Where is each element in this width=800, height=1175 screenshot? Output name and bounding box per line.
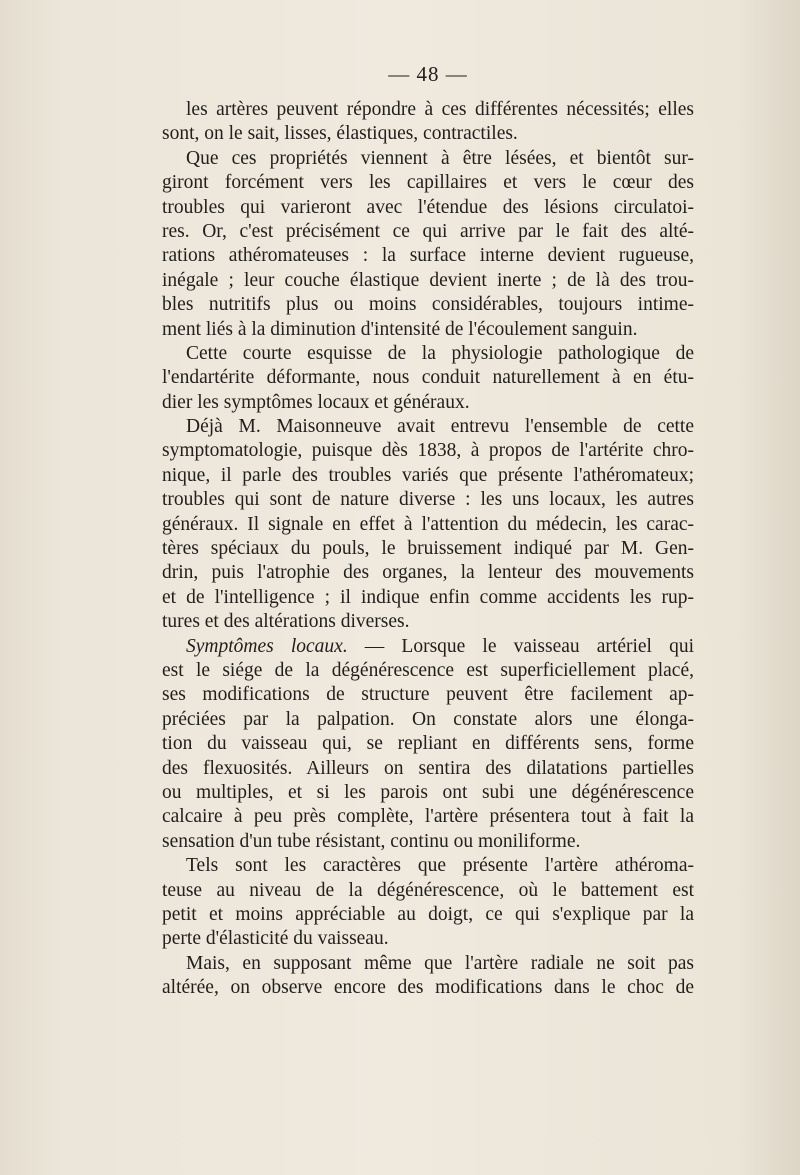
text-line: res. Or, c'est précisément ce qui arrive par le fait des alté- — [162, 220, 694, 242]
paragraph — [162, 147, 694, 342]
paragraph — [162, 98, 694, 147]
text-line: les artères peuvent répondre à ces différentes nécessités; elles — [186, 99, 694, 120]
text-line: et de l'intelligence ; il indique enfin comme accidents les rup- — [162, 586, 694, 608]
text-line: est le siége de la dégénérescence est superficiellement placé, — [162, 659, 694, 681]
text-line: nique, il parle des troubles variés que présente l'athéromateux; — [162, 464, 694, 486]
text-line: sensation d'un tube résistant, continu ou moniliforme. — [162, 830, 581, 852]
text-line: Que ces propriétés viennent à être lésées, et bientôt sur- — [186, 147, 694, 169]
text-line: perte d'élasticité du vaisseau. — [162, 928, 389, 950]
text-line: généraux. Il signale en effet à l'attention du médecin, les carac- — [162, 513, 694, 535]
text-line: des flexuosités. Ailleurs on sentira des dilatations partielles — [162, 757, 694, 779]
text-line: troubles qui sont de nature diverse : les uns locaux, les autres — [162, 489, 694, 511]
text-line: altérée, on observe encore des modifications dans le choc de — [162, 977, 694, 999]
text-line: inégale ; leur couche élastique devient inerte ; de là des trou- — [162, 269, 694, 291]
text-line: symptomatologie, puisque dès 1838, à propos de l'artérite chro- — [162, 440, 694, 462]
text-line: Mais, en supposant même que l'artère radiale ne soit pas — [186, 952, 694, 974]
text-line: Cette courte esquisse de la physiologie pathologique de — [186, 342, 694, 364]
text-line: ses modifications de structure peuvent être facilement ap- — [162, 684, 694, 706]
text-line: préciées par la palpation. On constate alors une élonga- — [162, 708, 694, 730]
text-line: giront forcément vers les capillaires et vers le cœur des — [162, 172, 694, 194]
text-line: Tels sont les caractères que présente l'artère athéroma- — [186, 855, 694, 877]
text-line: ou multiples, et si les parois ont subi une dégénérescence — [162, 781, 694, 803]
text-line: dier les symptômes locaux et généraux. — [162, 391, 470, 413]
text-line: sont, on le sait, lisses, élastiques, contractiles. — [162, 123, 518, 145]
paragraph — [162, 635, 694, 855]
paragraph — [162, 854, 694, 952]
paragraph — [162, 415, 694, 635]
paragraph — [162, 952, 694, 1001]
body-text — [162, 98, 694, 1000]
text-line: troubles qui varieront avec l'étendue des lésions circulatoi- — [162, 196, 694, 218]
text-line — [162, 635, 694, 659]
page-number: — 48 — — [388, 62, 468, 86]
text-line: tion du vaisseau qui, se repliant en différents sens, forme — [162, 733, 694, 755]
text-line: l'endartérite déformante, nous conduit naturellement à en étu- — [162, 367, 694, 389]
text-line: Déjà M. Maisonneuve avait entrevu l'ensemble de cette — [186, 416, 694, 438]
text-line: tures et des altérations diverses. — [162, 611, 410, 633]
text-line: calcaire à peu près complète, l'artère présentera tout à fait la — [162, 806, 694, 828]
paragraph — [162, 342, 694, 415]
text-line: rations athéromateuses : la surface interne devient rugueuse, — [162, 245, 694, 267]
text-line: bles nutritifs plus ou moins considérables, toujours intime- — [162, 294, 694, 316]
document-page — [162, 60, 694, 1000]
text-line: petit et moins appréciable au doigt, ce qui s'explique par la — [162, 903, 694, 925]
text-line: ment liés à la diminution d'intensité de l'écoulement sanguin. — [162, 318, 638, 340]
text-line: drin, puis l'atrophie des organes, la lenteur des mouvements — [162, 562, 694, 584]
text-line-rest: — Lorsque le vaisseau artériel qui — [347, 635, 694, 657]
text-line: teuse au niveau de la dégénérescence, où le battement est — [162, 879, 694, 901]
section-heading: Symptômes locaux. — [186, 635, 348, 657]
text-line: tères spéciaux du pouls, le bruissement indiqué par M. Gen- — [162, 538, 694, 560]
